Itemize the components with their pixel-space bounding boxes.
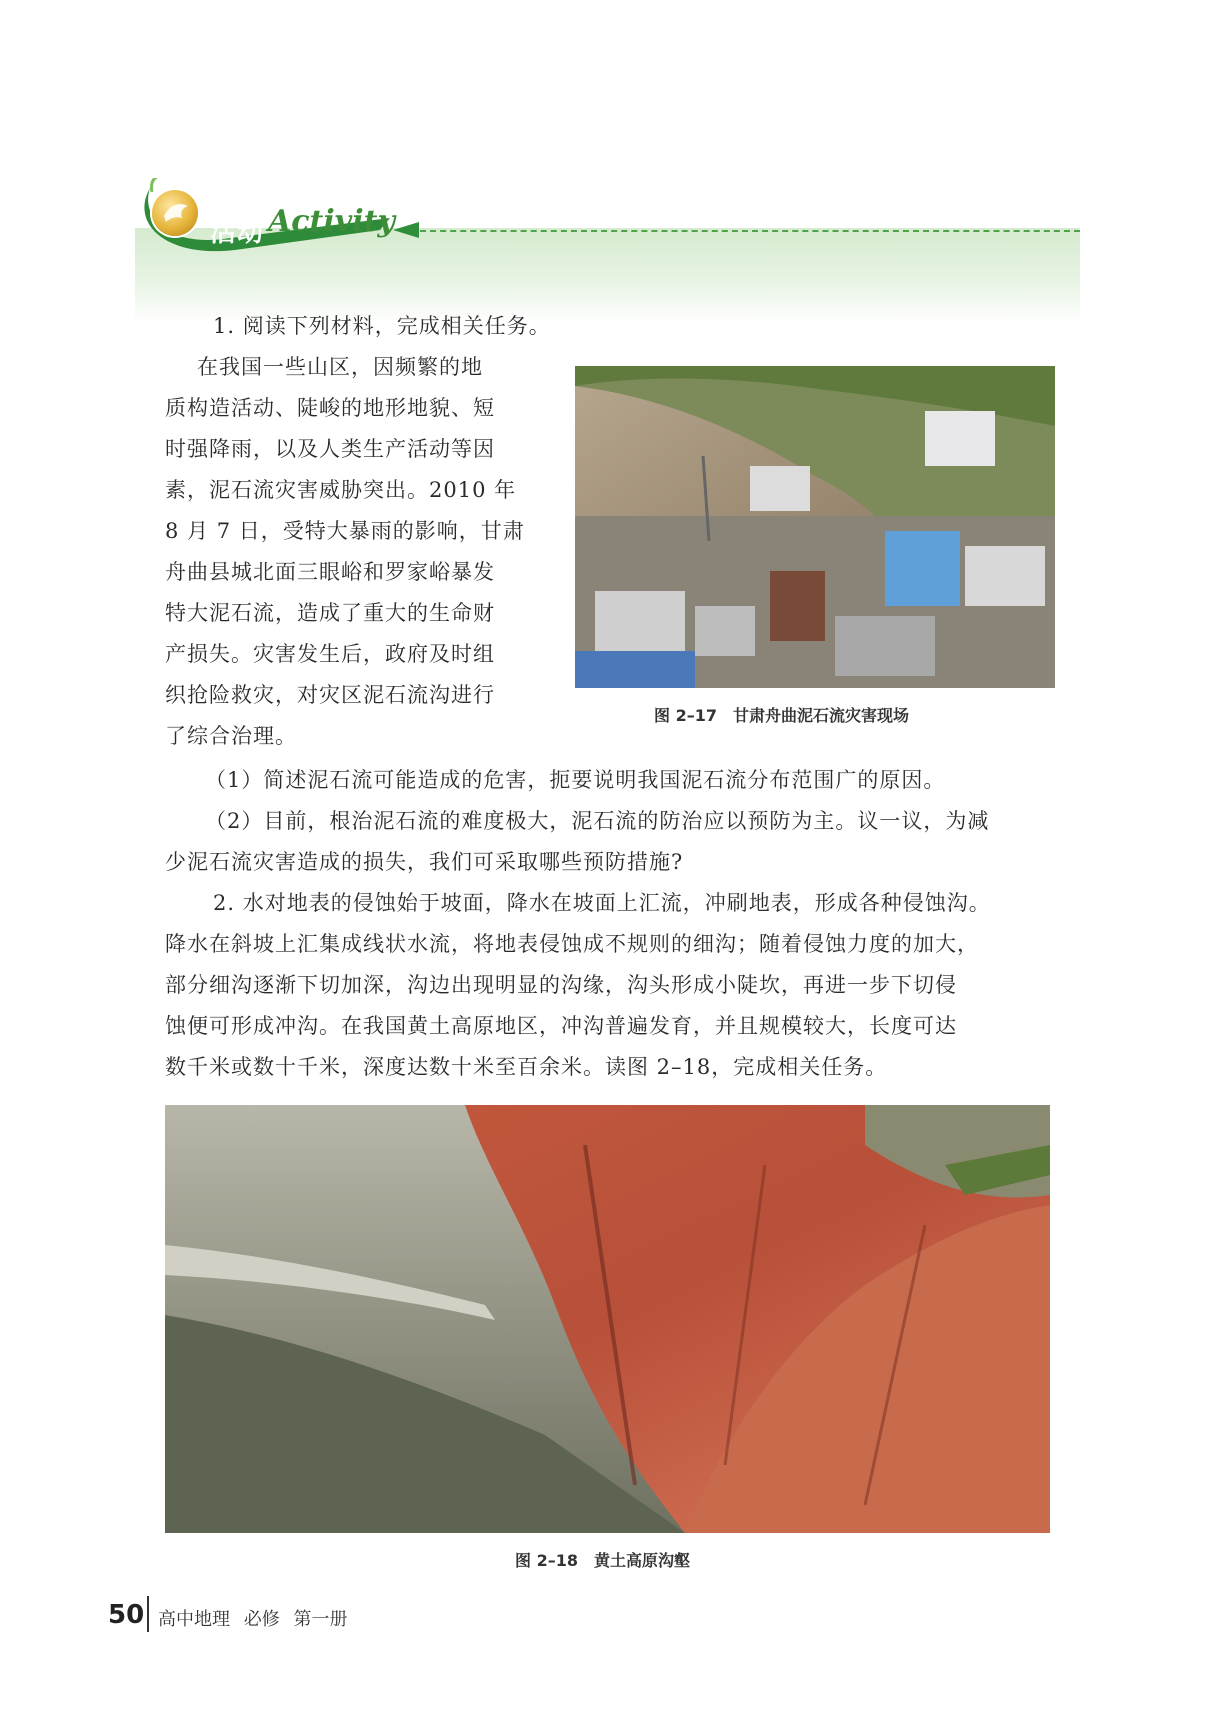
material-line: 了综合治理。 (165, 724, 297, 748)
activity1-intro: 1. 阅读下列材料，完成相关任务。 (213, 314, 551, 338)
activity2-line: 蚀便可形成冲沟。在我国黄土高原地区，冲沟普遍发育，并且规模较大，长度可达 (165, 1014, 957, 1038)
page-number: 50 (108, 1600, 145, 1630)
material-line: 8 月 7 日，受特大暴雨的影响，甘肃 (165, 519, 525, 543)
material-line: 素，泥石流灾害威胁突出。2010 年 (165, 478, 517, 502)
arrow-icon (393, 222, 419, 238)
figure-2-17-caption: 图 2–17 甘肃舟曲泥石流灾害现场 (654, 706, 909, 725)
material-line: 质构造活动、陡峻的地形地貌、短 (165, 396, 495, 420)
task-2-line: 少泥石流灾害造成的损失，我们可采取哪些预防措施? (165, 850, 684, 874)
banner-dashed-line (420, 230, 1080, 232)
activity2-line: 部分细沟逐渐下切加深，沟边出现明显的沟缘，沟头形成小陡坎，再进一步下切侵 (165, 973, 957, 997)
footer-divider (147, 1596, 149, 1632)
material-line: 舟曲县城北面三眼峪和罗家峪暴发 (165, 560, 495, 584)
activity-title-zh: 活动 (210, 218, 265, 248)
figure-2-17-photo (575, 366, 1055, 688)
figure-2-18-photo (165, 1105, 1050, 1533)
material-line: 产损失。灾害发生后，政府及时组 (165, 642, 495, 666)
dove-emblem-icon (152, 190, 198, 236)
material-line: 在我国一些山区，因频繁的地 (197, 355, 483, 379)
activity2-line: 数千米或数十千米，深度达数十米至百余米。读图 2–18，完成相关任务。 (165, 1055, 888, 1079)
material-line: 时强降雨，以及人类生产活动等因 (165, 437, 495, 461)
activity-title-en: Activity (268, 204, 395, 239)
book-title: 高中地理 必修 第一册 (158, 1609, 348, 1630)
activity2-line: 2. 水对地表的侵蚀始于坡面，降水在坡面上汇流，冲刷地表，形成各种侵蚀沟。 (213, 891, 991, 915)
figure-2-18-caption: 图 2–18 黄土高原沟壑 (515, 1551, 690, 1570)
activity2-line: 降水在斜坡上汇集成线状水流，将地表侵蚀成不规则的细沟；随着侵蚀力度的加大， (165, 932, 979, 956)
task-2-line: （2）目前，根治泥石流的难度极大，泥石流的防治应以预防为主。议一议，为减 (205, 809, 990, 833)
material-line: 织抢险救灾，对灾区泥石流沟进行 (165, 683, 495, 707)
material-line: 特大泥石流，造成了重大的生命财 (165, 601, 495, 625)
task-1: （1）简述泥石流可能造成的危害，扼要说明我国泥石流分布范围广的原因。 (205, 768, 946, 792)
